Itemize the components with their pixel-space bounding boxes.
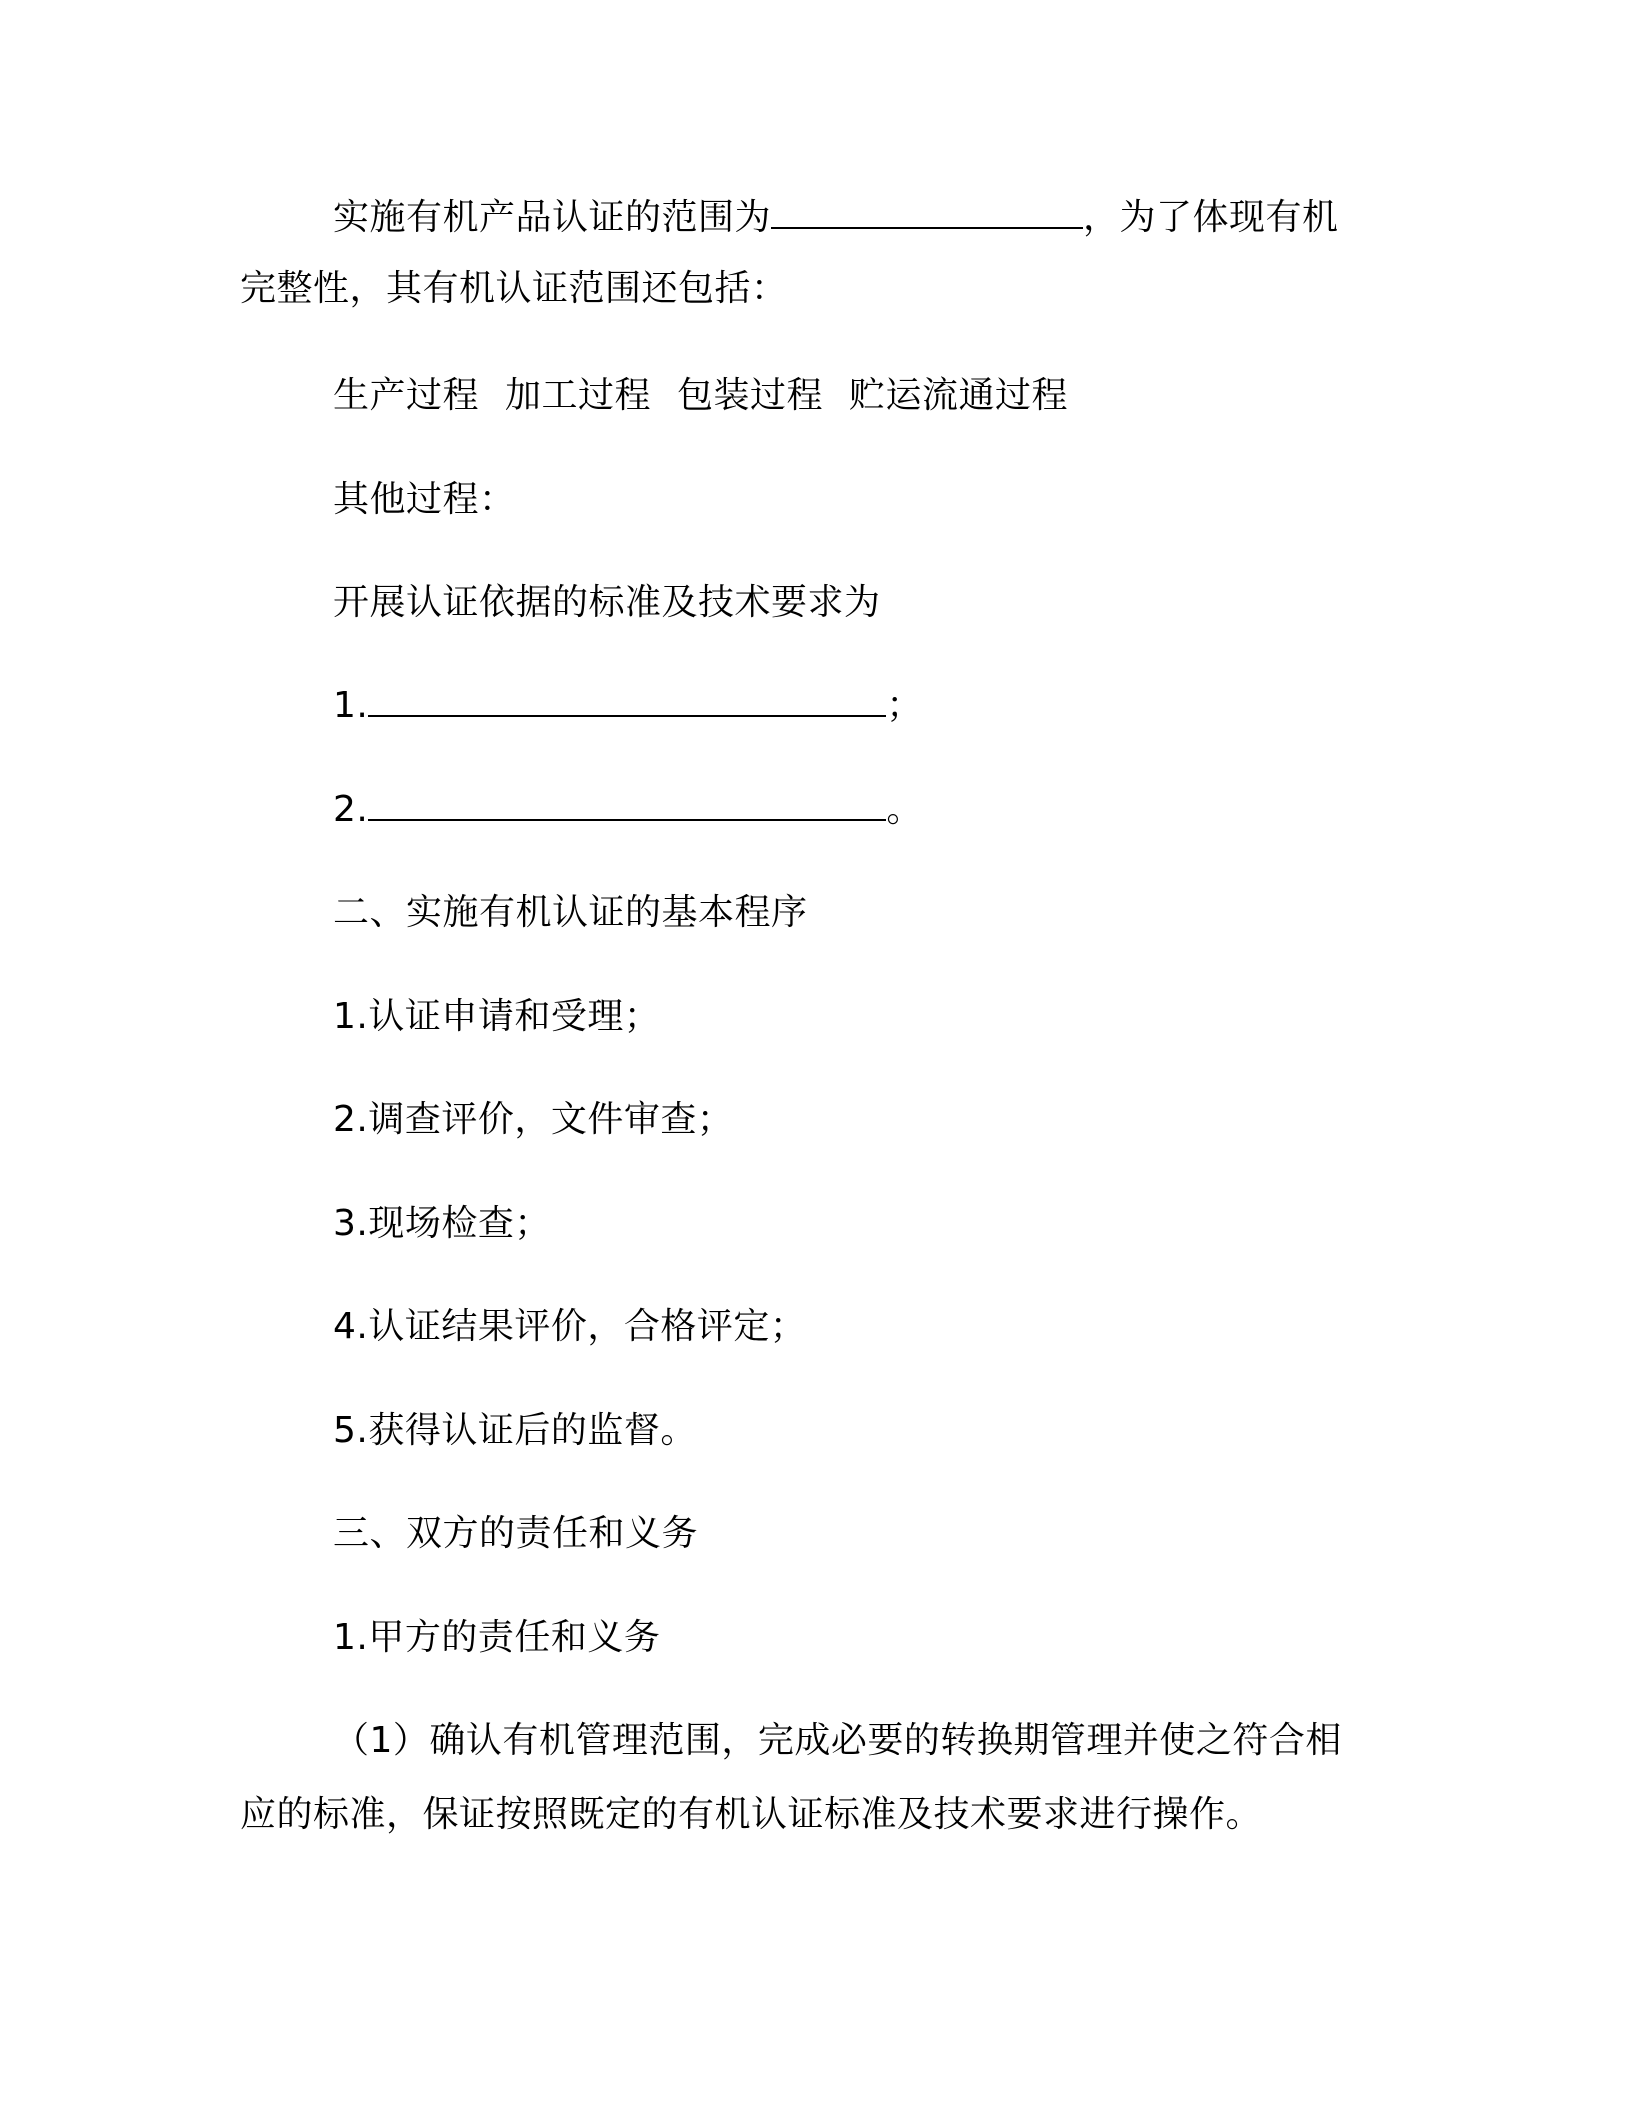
standard-1-blank[interactable] [368,685,886,717]
standard-2-blank[interactable] [368,789,886,821]
process-option-processing: 加工过程 [505,375,652,416]
process-options [333,372,1068,420]
section-2-title: 二、实施有机认证的基本程序 [333,892,808,933]
standard-1-number: 1. [333,685,369,726]
standard-item-2 [333,786,923,834]
scope-line [333,194,1339,242]
procedure-item: 2.调查评价，文件审查； [333,1099,734,1140]
party-a-title: 1.甲方的责任和义务 [333,1617,661,1658]
standard-1-end: ； [886,685,923,726]
standard-2-end: 。 [886,789,923,830]
item-1-line-1: （1）确认有机管理范围，完成必要的转换期管理并使之符合相 [333,1720,1342,1761]
procedure-item: 5.获得认证后的监督。 [333,1410,697,1451]
standards-intro: 开展认证依据的标准及技术要求为 [333,582,881,623]
scope-intro: 实施有机产品认证的范围为 [333,197,772,238]
standard-2-number: 2. [333,789,369,830]
procedure-item: 1.认证申请和受理； [333,996,661,1037]
other-process-label: 其他过程： [333,479,516,520]
scope-blank[interactable] [771,197,1083,229]
procedure-item: 4.认证结果评价，合格评定； [333,1306,807,1347]
section-3-title: 三、双方的责任和义务 [333,1513,699,1554]
procedure-item: 3.现场检查； [333,1203,551,1244]
standard-item-1 [333,682,923,730]
process-option-production: 生产过程 [333,375,480,416]
scope-mid: ，为了体现有机 [1083,197,1339,238]
process-option-packaging: 包装过程 [677,375,824,416]
item-1-line-2: 应的标准，保证按照既定的有机认证标准及技术要求进行操作。 [240,1794,1263,1835]
process-option-storage-transport: 贮运流通过程 [849,375,1069,416]
scope-continuation: 完整性，其有机认证范围还包括： [240,268,788,309]
